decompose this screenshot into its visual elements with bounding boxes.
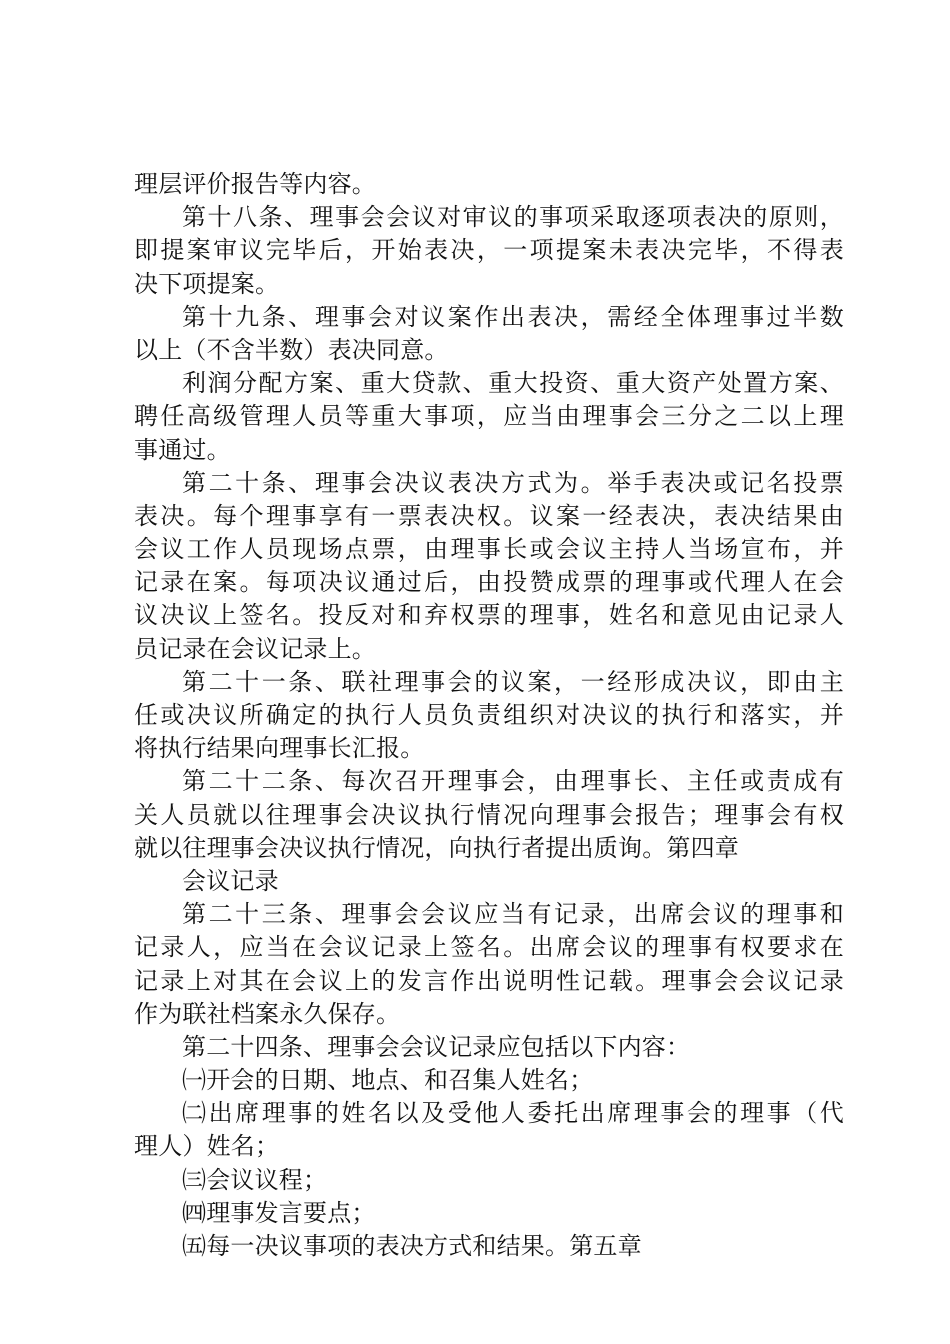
text-line: 记录在案。每项决议通过后，由投赞成票的理事或代理人在会	[134, 568, 844, 597]
text-line: 以上（不含半数）表决同意。	[134, 335, 449, 364]
text-line: 理层评价报告等内容。	[134, 170, 376, 198]
list-item: ㈢会议议程；	[182, 1165, 328, 1194]
list-item: ㈤每一决议事项的表决方式和结果。第五章	[182, 1232, 642, 1260]
text-line: 就以往理事会决议执行情况，向执行者提出质询。第四章	[134, 833, 739, 862]
text-line: 第二十一条、联社理事会的议案，一经形成决议，即由主	[182, 667, 844, 696]
list-item: ㈠开会的日期、地点、和召集人姓名；	[182, 1066, 594, 1095]
text-line: 任或决议所确定的执行人员负责组织对决议的执行和落实，并	[134, 701, 844, 729]
text-line: 第二十四条、理事会会议记录应包括以下内容：	[182, 1032, 691, 1061]
list-item: ㈡出席理事的姓名以及受他人委托出席理事会的理事（代	[182, 1099, 844, 1128]
text-line: 第二十二条、每次召开理事会，由理事长、主任或责成有	[182, 767, 844, 796]
text-line: 记录人，应当在会议记录上签名。出席会议的理事有权要求在	[134, 933, 844, 962]
text-line: 理人）姓名；	[134, 1132, 280, 1161]
chapter-heading: 会议记录	[182, 866, 279, 895]
text-line: 第十八条、理事会会议对审议的事项采取逐项表决的原则，	[182, 203, 844, 232]
text-line: 会议工作人员现场点票，由理事长或会议主持人当场宣布，并	[134, 535, 844, 564]
text-line: 将执行结果向理事长汇报。	[134, 734, 425, 763]
text-line: 即提案审议完毕后，开始表决，一项提案未表决完毕，不得表	[134, 236, 844, 265]
document-body	[134, 168, 844, 1263]
text-line: 第十九条、理事会对议案作出表决，需经全体理事过半数	[182, 302, 844, 331]
text-line: 事通过。	[134, 435, 231, 464]
text-line: 员记录在会议记录上。	[134, 634, 376, 663]
text-line: 关人员就以往理事会决议执行情况向理事会报告；理事会有权	[134, 800, 844, 829]
text-line: 议决议上签名。投反对和弃权票的理事，姓名和意见由记录人	[134, 601, 844, 630]
text-line: 第二十三条、理事会会议应当有记录，出席会议的理事和	[182, 900, 844, 929]
text-line: 聘任高级管理人员等重大事项，应当由理事会三分之二以上理	[134, 402, 844, 431]
list-item: ㈣理事发言要点；	[182, 1198, 376, 1227]
text-line: 利润分配方案、重大贷款、重大投资、重大资产处置方案、	[182, 369, 844, 398]
text-line: 记录上对其在会议上的发言作出说明性记载。理事会会议记录	[134, 966, 844, 995]
text-line: 第二十条、理事会决议表决方式为。举手表决或记名投票	[182, 468, 844, 497]
text-line: 作为联社档案永久保存。	[134, 999, 401, 1028]
text-line: 决下项提案。	[134, 269, 280, 298]
text-line: 表决。每个理事享有一票表决权。议案一经表决，表决结果由	[134, 501, 844, 530]
